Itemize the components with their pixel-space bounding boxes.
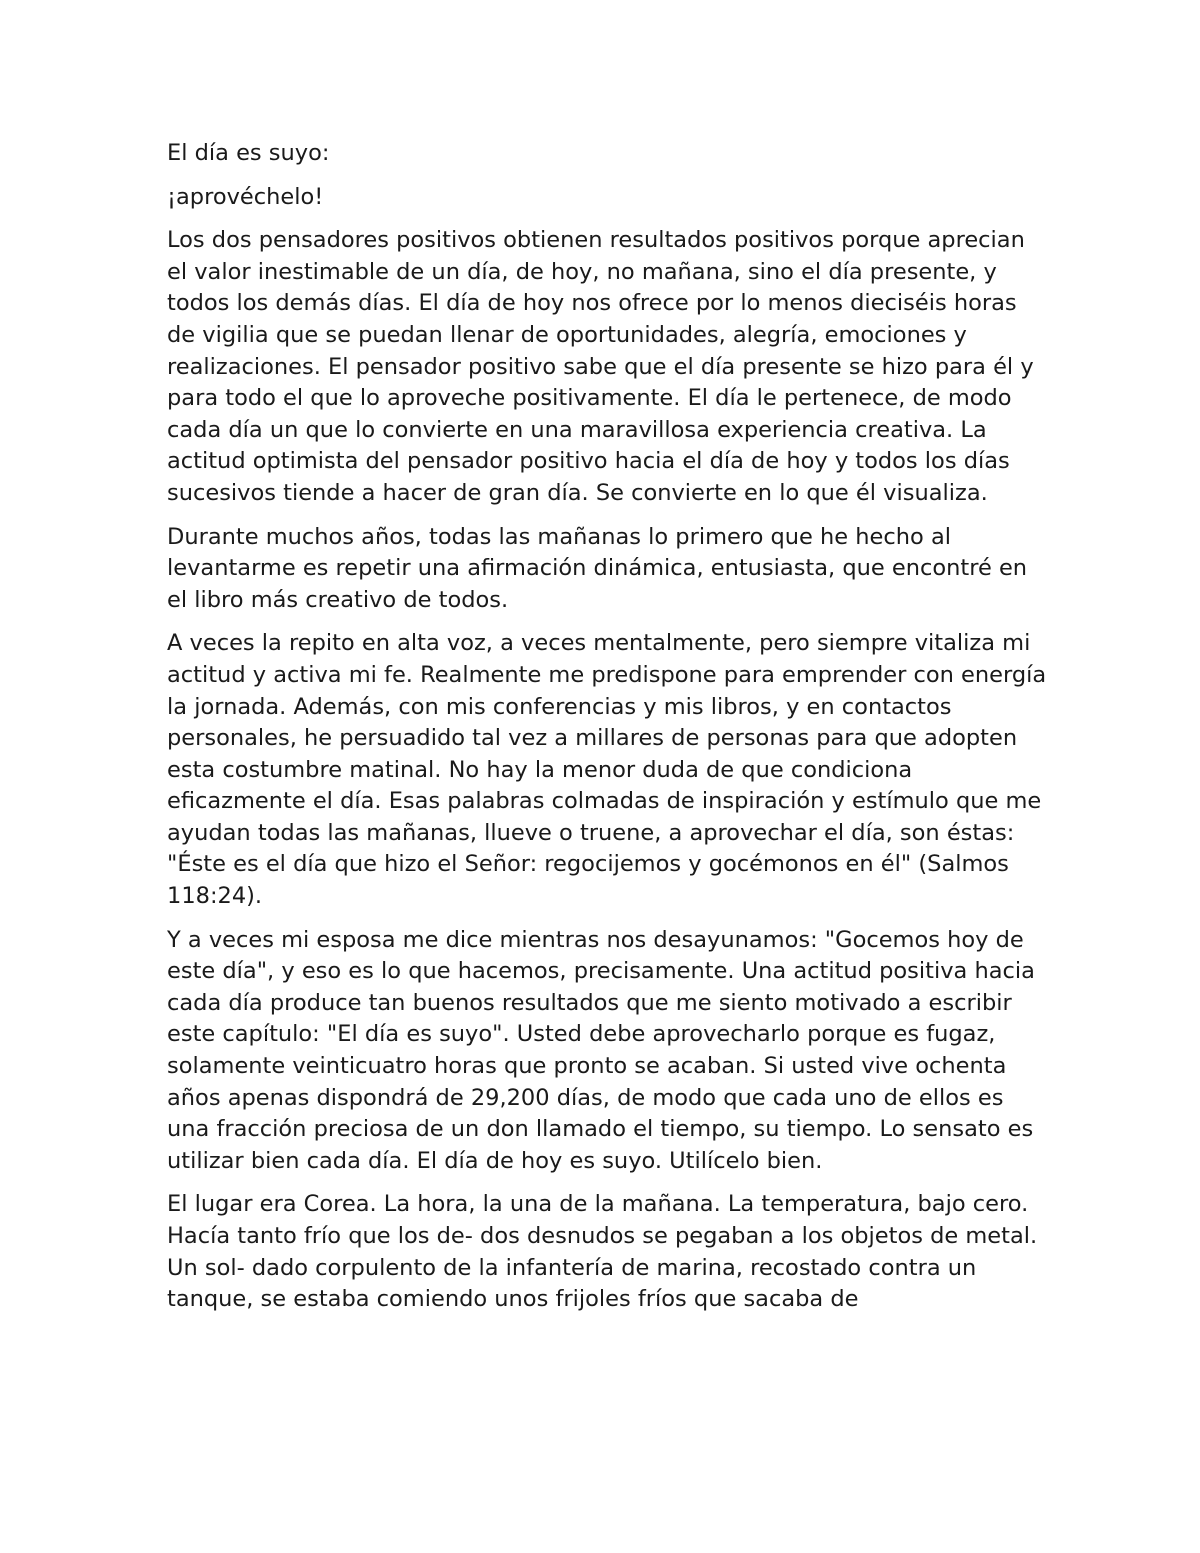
paragraph-5: El lugar era Corea. La hora, la una de la mañana. La temperatura, bajo cero. Hacía tanto frío que los de- dos desnudos se pegaban a los objetos de metal. Un sol- dado corpulento de la infantería de marina, recostado contra un tanque, se estaba comiendo unos frijoles fríos que sacaba de: [167, 1191, 1038, 1313]
paragraph-4: Y a veces mi esposa me dice mientras nos desayunamos: "Gocemos hoy de este día", y eso es lo que hacemos, precisamente. Una actitud positiva hacia cada día produce tan buenos resultados que me siento motivado a escribir este capítulo: "El día es suyo". Usted debe aprovecharlo porque es fugaz, solamente veinticuatro horas que pronto se acaban. Si usted vive ochenta años apenas dispondrá de 29,200 días, de modo que cada uno de ellos es una fracción preciosa de un don llamado el tiempo, su tiempo. Lo sensato es utilizar bien cada día. El día de hoy es suyo. Utilícelo bien.: [167, 926, 1035, 1174]
paragraph-2: Durante muchos años, todas las mañanas lo primero que he hecho al levantarme es repetir una afirmación dinámica, entusiasta, que encontré en el libro más creativo de todos.: [167, 523, 1028, 613]
paragraph-3: A veces la repito en alta voz, a veces mentalmente, pero siempre vitaliza mi actitud y activa mi fe. Realmente me predispone para emprender con energía la jornada. Además, con mis conferencias y mis libros, y en contactos personales, he persuadido tal vez a millares de personas para que adopten esta costumbre matinal. No hay la menor duda de que condiciona eficazmente el día. Esas palabras colmadas de inspiración y estímulo que me ayudan todas las mañanas, llueve o truene, a aprovechar el día, son éstas: "Éste es el día que hizo el Señor: regocijemos y gocémonos en él" (Salmos 118:24).: [167, 630, 1047, 910]
document-subtitle: ¡aprovéchelo!: [167, 183, 324, 210]
paragraph-1: Los dos pensadores positivos obtienen resultados positivos porque aprecian el valor inestimable de un día, de hoy, no mañana, sino el día presente, y todos los demás días. El día de hoy nos ofrece por lo menos dieciséis horas de vigilia que se puedan llenar de oportunidades, alegría, emociones y realizaciones. El pensador positivo sabe que el día presente se hizo para él y para todo el que lo aproveche positivamente. El día le pertenece, de modo cada día un que lo convierte en una maravillosa experiencia creativa. La actitud optimista del pensador positivo hacia el día de hoy y todos los días sucesivos tiende a hacer de gran día. Se convierte en lo que él visualiza.: [167, 227, 1034, 506]
document-title: El día es suyo:: [167, 140, 330, 166]
document-page: [167, 138, 1047, 1328]
